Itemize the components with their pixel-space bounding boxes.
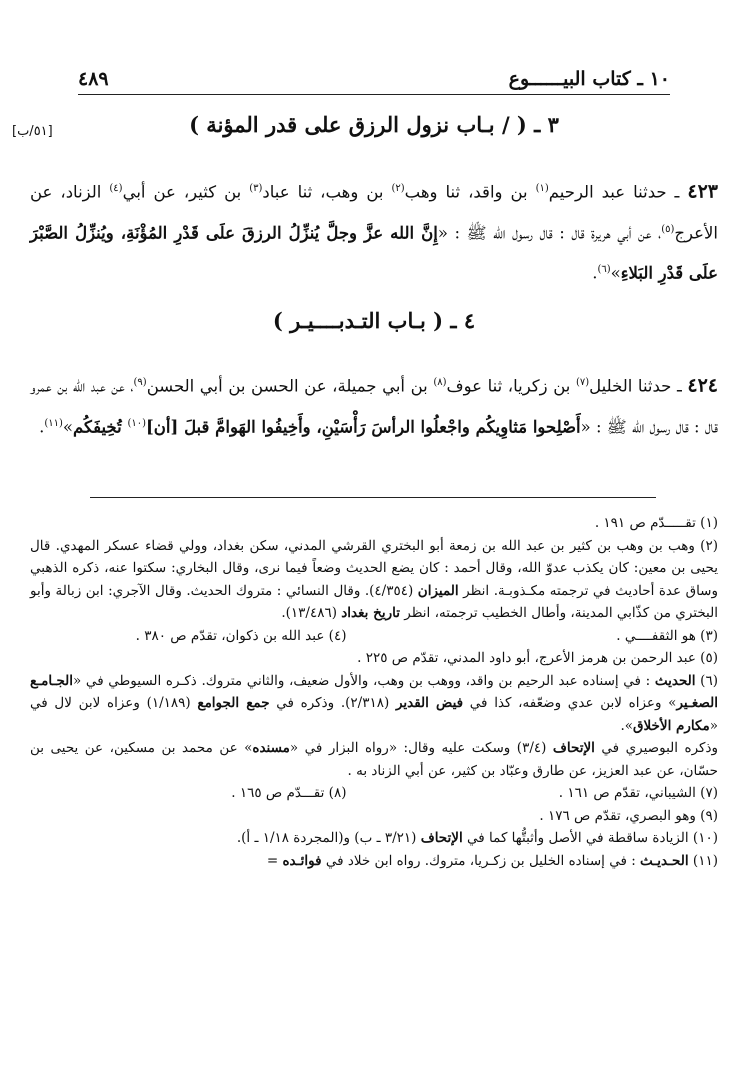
footnote-9: (٩) وهو البصري، تقدّم ص ١٧٦ . [539,807,718,824]
footnote-row-7-8 [30,782,718,805]
footnote-ref: (١٠) [127,417,146,429]
hadith-text: إِنَّ الله عزَّ وجلَّ يُنزِّلُ الرزقَ علَى قَدْرِ المُؤْنَةِ، ويُنزِّلُ الصَّبْرَ علَى قَدْرِ البَلاءِ [30,223,718,283]
footnote-5: (٥) عبد الرحمن بن هرمز الأعرج، أبو داود المدني، تقدّم ص ٢٢٥ . [357,650,718,666]
footnote-ref: (٩) [133,377,147,388]
footnote-8: (٨) تقـــدّم ص ١٦٥ . [231,785,347,801]
footnote-ref: (٧) [575,377,590,388]
hadith-423: ٤٢٣ ـ حدثنا عبد الرحيم$^{(١)}$ بن واقد، ثنا وهب$^{(٢)}$ بن وهب، ثنا عباد$^{(٣)}$ بن كثير، عن أبي$^{(٤)}$ الزناد، عن الأعرج$^{(٥)}$، عن أبي هريرة قال : قال رسول الله ﷺ : «إِنَّ الله عزَّ وجلَّ يُنزِّلُ الرزقَ علَى قَدْرِ المُؤْنَةِ، ويُنزِّلُ الصَّبْرَ علَى قَدْرِ البَلاءِ»$^{(٦)}$. [30,180,718,283]
page-header [78,58,670,95]
footnote-ref: (١١) [44,417,63,429]
footnote-divider [90,497,656,498]
footnote-6-continued: وذكره البوصيري في الإتحاف (٣/٤) وسكت عليه وقال: «رواه البزار في «مسنده» عن محمد بن مسكين، عن يحيى بن حسّان، عن عبد العزيز، عن طارق وعبّاد بن كثير، عن أبي الزناد به . [30,740,718,779]
footnote-ref: (٦) [597,264,611,275]
footnote-10: (١٠) الزيادة ساقطة في الأصل وأثبتُّها كما في الإتحاف (٣/٢١ ـ ب) و(المجردة ١/١٨ ـ أ). [236,830,718,846]
footnote-3: (٣) هو الثقفــــي . [616,627,718,644]
manuscript-folio-mark: [٥١/ب] [12,124,53,139]
footnote-ref: (٤) [109,183,123,194]
footnote-11: (١١) الحـديـث : في إسناده الخليل بن زكـريا، متروك. رواه ابن خلاد في فوائـده = [266,852,718,869]
footnote-ref: (١) [535,183,549,194]
footnote-ref: (٨) [433,377,447,388]
footnotes [30,512,718,872]
chapter-4-title: ٤ ـ ( بـاب التـدبــــيـر ) [272,308,476,333]
hadith-424: ٤٢٤ ـ حدثنا الخليل$^{(٧)}$ بن زكريا، ثنا عوف$^{(٨)}$ بن أبي جميلة، عن الحسن بن أبي الحسن$^{(٩)}$، عن عبد الله بن عمرو قال : قال رسول الله ﷺ : «أَصْلِحوا مَثاوِيكُم واجْعلُوا الرأسَ رَأْسَيْنِ، وأَخِيفُوا الهَوامَّ قبلَ [أن]$^{(١٠)}$ تُخِيفَكُم»$^{(١١)}$. [30,374,718,436]
footnote-6: (٦) الحديث : في إسناده عبد الرحيم بن واقد، ووهب بن وهب، والأول ضعيف، والثاني متروك. ذكـره السيوطي في «الجـامـع الصغـير» وعزاه لابن عدي وضعّفه، كذا في فيض القدير (٢/٣١٨). وذكره في جمع الجوامع (١/١٨٩) وعزاه لابن لال في «مكارم الأخلاق». [30,672,718,734]
footnote-1: (١) تقـــــدّم ص ١٩١ . [594,515,718,531]
footnote-ref: (٢) [391,183,405,194]
running-title: ١٠ ـ كتاب البيــــــوع [508,68,670,90]
chapter-3-title: ٣ ـ ( / بـاب نزول الرزق على قدر المؤنة ) [189,112,559,137]
footnote-row-3-4 [30,625,718,648]
footnote-4: (٤) عبد الله بن ذكوان، تقدّم ص ٣٨٠ . [135,627,347,644]
hadith-number: ٤٢٣ [687,180,718,203]
footnote-ref: (٣) [249,183,263,194]
footnote-2: (٢) وهب بن وهب بن كثير بن عبد الله بن زمعة أبو البختري القرشي المدني، سكن بغداد، وولي قضاء عسكر المهدي. قال يحيى بن معين: كان يكذب عدوّ الله، وقال أحمد : كان يضع الحديث وضعاً فيما نرى، وقال البخاري: سكتوا عنه، ذكره الذهبي وساق عدة أحاديث في ترجمته مكـذوبـة. انظر الميزان (٤/٣٥٤). وقال النسائي : متروك الحديث. وقال الآجري: ابن زبالة وأبو البختري من كذّابي المدينة، وأطال الخطيب ترجمته، انظر تاريخ بغداد (١٣/٤٨٦). [30,537,719,621]
footnote-ref: (٥) [661,223,675,235]
page-number: ٤٨٩ [78,68,109,90]
hadith-number: ٤٢٤ [687,374,718,397]
hadith-text: أَصْلِحوا مَثاوِيكُم واجْعلُوا الرأسَ رَأْسَيْنِ، وأَخِيفُوا الهَوامَّ قبلَ [184,417,581,436]
footnote-7: (٧) الشيباني، تقدّم ص ١٦١ . [558,785,718,801]
